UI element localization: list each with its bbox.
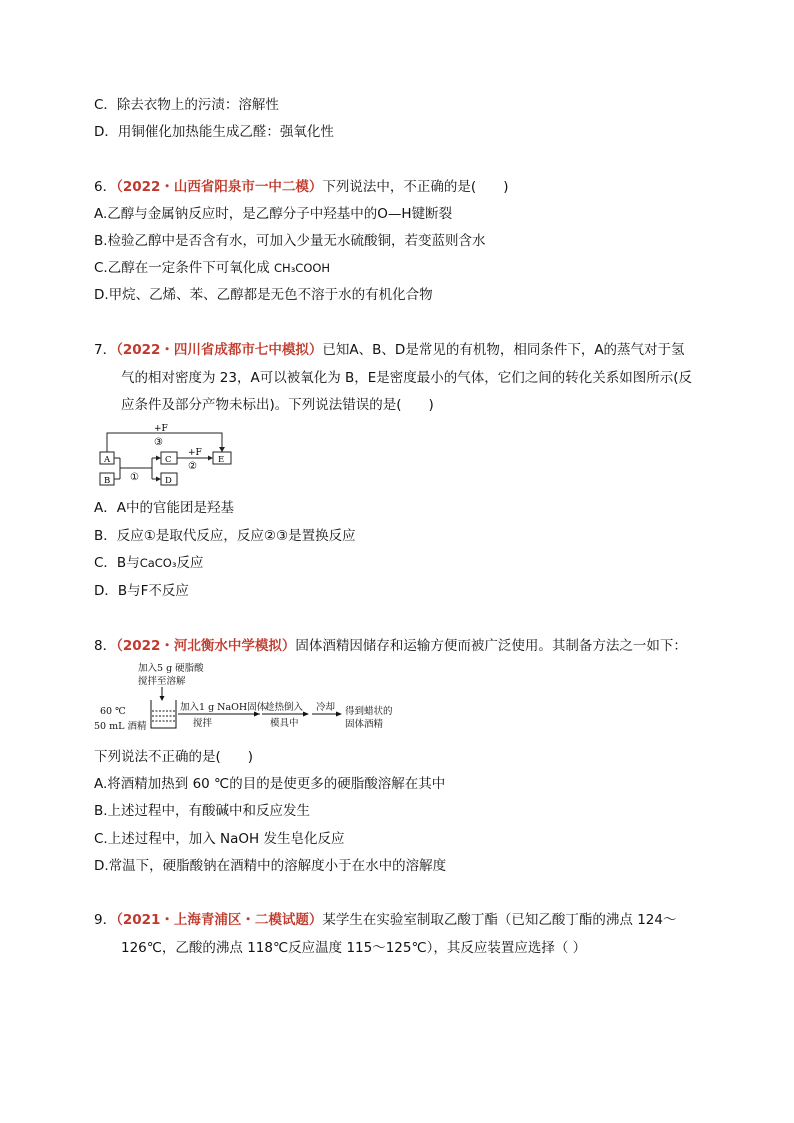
q9-number: 9． (94, 912, 117, 928)
q7-reaction-diagram (94, 420, 244, 490)
q7-option-c (94, 553, 203, 573)
q7-option-c-suffix: 反应 (176, 555, 204, 571)
q6-option-d: D.甲烷、乙烯、苯、乙醇都是无色不溶于水的有机化合物 (94, 287, 433, 303)
q8-option-d: D.常温下，硬脂酸钠在酒精中的溶解度小于在水中的溶解度 (94, 858, 447, 874)
label-top-f: +F (154, 424, 168, 434)
q7-option-a: A．A中的官能团是羟基 (94, 500, 234, 516)
box-e-label: E (218, 455, 225, 465)
q7-source: （2022・四川省成都市七中模拟） (116, 342, 323, 358)
q7-stem-line3: 应条件及部分产物未标出)。下列说法错误的是( ) (121, 397, 434, 413)
q8-number: 8． (94, 638, 117, 654)
label-cool: 冷却 (316, 702, 336, 713)
box-c-label: C (165, 455, 172, 465)
q7-option-c-formula: CaCO₃ (139, 556, 177, 570)
label-stir-dissolve: 搅拌至溶解 (138, 676, 186, 687)
q8-option-b: B.上述过程中，有酸碱中和反应发生 (94, 803, 311, 819)
q6-option-c-formula: CH₃COOH (274, 261, 331, 275)
box-a-label: A (104, 455, 111, 465)
q6-option-b: B.检验乙醇中是否含有水，可加入少量无水硫酸铜，若变蓝则含水 (94, 233, 486, 249)
q5-option-d: D．用铜催化加热能生成乙醛：强氧化性 (94, 124, 334, 140)
label-into-mold: 模具中 (270, 718, 299, 729)
label-add-naoh: 加入1 g NaOH固体 (180, 702, 267, 713)
label-pour-hot: 趁热倒入 (265, 702, 304, 713)
q6-source: （2022・山西省阳泉市一中二模） (116, 179, 323, 195)
q7-stem (94, 340, 685, 360)
q6-option-c (94, 258, 330, 278)
q7-option-c-prefix: C．B与 (94, 555, 140, 571)
q6-stem (94, 177, 508, 197)
label-temperature: 60 ℃ (100, 706, 126, 717)
q8-option-a: A.将酒精加热到 60 ℃的目的是使更多的硬脂酸溶解在其中 (94, 776, 446, 792)
q9-stem-line2: 126℃，乙酸的沸点 118℃反应温度 115～125℃），其反应装置应选择（ ） (121, 940, 587, 956)
q8-stem (94, 636, 687, 656)
q8-stem-text: 固体酒精因储存和运输方便而被广泛使用。其制备方法之一如下： (295, 638, 687, 654)
q9-stem-line1: 某学生在实验室制取乙酸丁酯（已知乙酸丁酯的沸点 124～ (322, 912, 677, 928)
path-a-to-e (107, 433, 222, 452)
q6-number: 6． (94, 179, 117, 195)
q6-option-a: A.乙醇与金属钠反应时，是乙醇分子中羟基中的O—H键断裂 (94, 206, 453, 222)
q7-number: 7． (94, 342, 117, 358)
beaker-icon (151, 700, 176, 728)
label-stir: 搅拌 (193, 718, 213, 729)
q5-option-c: C．除去衣物上的污渍：溶解性 (94, 97, 279, 113)
q9-stem (94, 910, 676, 930)
q6-stem-text: 下列说法中，不正确的是( ) (322, 179, 509, 195)
q6-option-c-text: C.乙醇在一定条件下可氧化成 (94, 260, 270, 276)
q8-option-c: C.上述过程中，加入 NaOH 发生皂化反应 (94, 831, 345, 847)
q7-option-d: D．B与F不反应 (94, 583, 189, 599)
label-mid-f: +F (188, 448, 202, 458)
q7-option-b: B．反应①是取代反应，反应②③是置换反应 (94, 528, 356, 544)
q9-source: （2021・上海青浦区・二模试题） (116, 912, 323, 928)
q8-process-diagram (94, 660, 424, 740)
q7-stem-line2: 气的相对密度为 23，A可以被氧化为 B，E是密度最小的气体，它们之间的转化关系如图所示(反 (121, 370, 693, 386)
box-b-label: B (104, 476, 111, 486)
label-result-line1: 得到蜡状的 (345, 706, 393, 717)
q8-prompt: 下列说法不正确的是( ) (94, 749, 254, 765)
label-step-2: ② (188, 461, 197, 472)
label-alcohol-volume: 50 mL 酒精 (94, 721, 147, 732)
label-add-stearic-acid: 加入5 g 硬脂酸 (138, 663, 204, 674)
label-result-line2: 固体酒精 (345, 719, 384, 730)
q7-stem-line1: 已知A、B、D是常见的有机物，相同条件下，A的蒸气对于氢 (322, 342, 685, 358)
box-d-label: D (165, 476, 172, 486)
label-step-1: ① (130, 472, 139, 483)
label-step-3: ③ (154, 437, 163, 448)
q8-source: （2022・河北衡水中学模拟） (116, 638, 296, 654)
